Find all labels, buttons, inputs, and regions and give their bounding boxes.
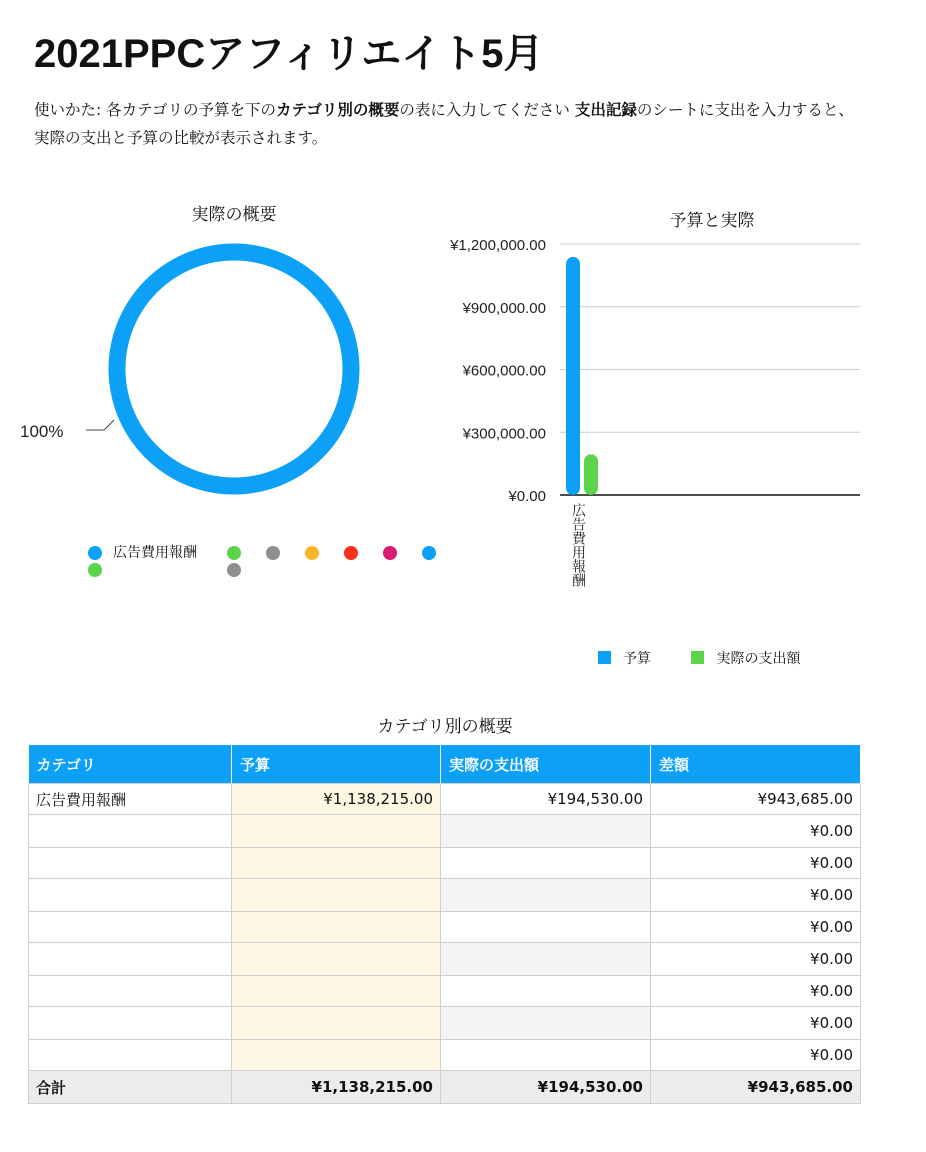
cell-category[interactable] [29, 943, 232, 976]
instructions-text-1: 使いかた: 各カテゴリの予算を下の [34, 101, 277, 119]
cell-budget[interactable] [232, 943, 441, 976]
cell-budget[interactable] [232, 976, 441, 1007]
donut-chart[interactable] [0, 220, 380, 510]
header-difference: 差額 [651, 745, 861, 784]
table-header-row [29, 745, 861, 784]
legend-label-budget: 予算 [623, 651, 651, 667]
table-title: カテゴリ別の概要 [377, 717, 513, 737]
total-actual: ¥194,530.00 [441, 1071, 651, 1104]
category-summary-table [28, 745, 861, 1104]
legend-swatch [598, 651, 611, 664]
cell-difference: ¥0.00 [651, 879, 861, 912]
cell-actual[interactable]: ¥194,530.00 [441, 784, 651, 815]
cell-category[interactable] [29, 879, 232, 912]
cell-category[interactable] [29, 976, 232, 1007]
cell-actual[interactable] [441, 879, 651, 912]
table-total-row [29, 1071, 861, 1104]
legend-label: 広告費用報酬 [113, 545, 197, 561]
instructions-text-3: のシートに支出を入力すると、実際の支出と予算の比較が表示されます。 [34, 101, 854, 147]
bar-chart-legend [598, 648, 836, 668]
legend-item-actual [691, 648, 800, 668]
y-tick-label: ¥600,000.00 [462, 362, 546, 380]
cell-budget[interactable]: ¥1,138,215.00 [232, 784, 441, 815]
header-category: カテゴリ [29, 745, 232, 784]
cell-difference: ¥0.00 [651, 848, 861, 879]
bar-actual[interactable] [584, 454, 598, 495]
y-tick-label: ¥1,200,000.00 [450, 237, 546, 254]
cell-category[interactable]: 広告費用報酬 [29, 784, 232, 815]
cell-category[interactable] [29, 848, 232, 879]
donut-label-leader [86, 420, 114, 430]
legend-dot [266, 546, 280, 560]
cell-budget[interactable] [232, 912, 441, 943]
cell-actual[interactable] [441, 943, 651, 976]
table-row [29, 848, 861, 879]
legend-dot [344, 546, 358, 560]
cell-category[interactable] [29, 1040, 232, 1071]
cell-budget[interactable] [232, 848, 441, 879]
donut-percent-label: 100% [20, 422, 64, 441]
cell-difference: ¥0.00 [651, 815, 861, 848]
y-tick-label: ¥900,000.00 [462, 299, 546, 317]
table-row [29, 879, 861, 912]
cell-difference: ¥943,685.00 [651, 784, 861, 815]
total-difference: ¥943,685.00 [651, 1071, 861, 1104]
cell-difference: ¥0.00 [651, 912, 861, 943]
table-row [29, 1040, 861, 1071]
cell-difference: ¥0.00 [651, 1040, 861, 1071]
instructions-bold-1: カテゴリ別の概要 [276, 101, 400, 119]
total-label: 合計 [29, 1071, 232, 1104]
cell-difference: ¥0.00 [651, 943, 861, 976]
cell-budget[interactable] [232, 879, 441, 912]
instructions [34, 96, 864, 152]
cell-budget[interactable] [232, 1007, 441, 1040]
header-actual: 実際の支出額 [441, 745, 651, 784]
table-row [29, 943, 861, 976]
legend-label-actual: 実際の支出額 [716, 651, 801, 667]
bar-budget[interactable] [566, 257, 580, 495]
y-tick-label: ¥300,000.00 [462, 425, 546, 443]
cell-category[interactable] [29, 912, 232, 943]
legend-dot [227, 563, 241, 577]
cell-actual[interactable] [441, 1007, 651, 1040]
x-category-label: 広告費用報酬 [570, 503, 586, 587]
cell-difference: ¥0.00 [651, 1007, 861, 1040]
header-budget: 予算 [232, 745, 441, 784]
cell-budget[interactable] [232, 815, 441, 848]
page-title: 2021PPCアフィリエイト5月 [34, 32, 544, 76]
cell-actual[interactable] [441, 976, 651, 1007]
table-row [29, 815, 861, 848]
donut-legend [86, 543, 446, 583]
cell-category[interactable] [29, 815, 232, 848]
legend-dot [305, 546, 319, 560]
legend-dot [88, 563, 102, 577]
donut-slice [117, 252, 351, 486]
table-row [29, 1007, 861, 1040]
cell-category[interactable] [29, 1007, 232, 1040]
total-budget: ¥1,138,215.00 [232, 1071, 441, 1104]
cell-actual[interactable] [441, 815, 651, 848]
table-row [29, 976, 861, 1007]
instructions-bold-2: 支出記録 [574, 101, 637, 119]
donut-legend-row-1 [86, 543, 446, 563]
donut-chart-title: 実際の概要 [191, 205, 277, 225]
cell-actual[interactable] [441, 848, 651, 879]
legend-dot [383, 546, 397, 560]
cell-actual[interactable] [441, 912, 651, 943]
donut-legend-row-2 [86, 563, 446, 583]
table-row [29, 912, 861, 943]
legend-dot [227, 546, 241, 560]
budget-vs-actual-chart[interactable] [400, 225, 870, 625]
table-row [29, 784, 861, 815]
legend-item-budget [598, 648, 651, 668]
legend-swatch [691, 651, 704, 664]
legend-dot [88, 546, 102, 560]
cell-budget[interactable] [232, 1040, 441, 1071]
cell-difference: ¥0.00 [651, 976, 861, 1007]
bar-chart-title: 予算と実際 [669, 211, 755, 231]
cell-actual[interactable] [441, 1040, 651, 1071]
instructions-text-2: の表に入力してください [399, 101, 575, 119]
y-tick-label: ¥0.00 [508, 488, 546, 505]
